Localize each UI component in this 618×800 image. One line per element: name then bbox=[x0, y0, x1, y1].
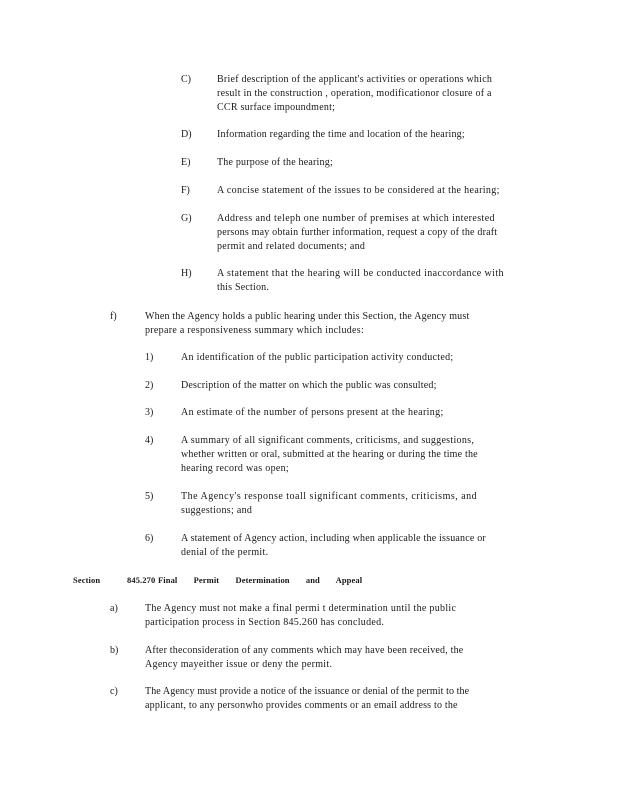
section-item-label-c: c) bbox=[110, 686, 118, 697]
section-item-b-line-2: Agency mayeither issue or deny the permit. bbox=[145, 659, 333, 670]
item-label-6: 6) bbox=[145, 533, 154, 544]
item-1-line-1: An identification of the public participation activity conducted; bbox=[181, 352, 454, 363]
section-item-a-line-2: participation process in Section 845.260 has concluded. bbox=[145, 617, 385, 628]
item-G-line-2: persons may obtain further information, request a copy of the draft bbox=[217, 227, 498, 238]
item-H-line-2: this Section. bbox=[217, 282, 270, 293]
section-item-label-b: b) bbox=[110, 645, 119, 656]
item-G-line-1: Address and teleph one number of premises at which interested bbox=[217, 213, 495, 224]
item-C-line-1: Brief description of the applicant's activities or operations which bbox=[217, 74, 493, 85]
item-6-line-1: A statement of Agency action, including when applicable the issuance or bbox=[181, 533, 486, 544]
paragraph-f-line-2: prepare a responsiveness summary which includes: bbox=[145, 325, 365, 336]
item-D-line-1: Information regarding the time and location of the hearing; bbox=[217, 129, 465, 140]
paragraph-f-line-1: When the Agency holds a public hearing under this Section, the Agency must bbox=[145, 311, 470, 322]
item-G-line-3: permit and related documents; and bbox=[217, 241, 366, 252]
section-item-label-a: a) bbox=[110, 603, 118, 614]
item-label-E: E) bbox=[181, 157, 191, 168]
section-title: Final Permit Determination and Appeal bbox=[158, 575, 363, 585]
section-number: 845.270 bbox=[127, 575, 156, 585]
item-label-4: 4) bbox=[145, 435, 154, 446]
item-label-2: 2) bbox=[145, 380, 154, 391]
item-label-5: 5) bbox=[145, 491, 154, 502]
item-3-line-1: An estimate of the number of persons present at the hearing; bbox=[181, 407, 444, 418]
item-label-F: F) bbox=[181, 185, 190, 196]
section-word: Section bbox=[73, 575, 101, 585]
item-2-line-1: Description of the matter on which the public was consulted; bbox=[181, 380, 437, 391]
item-label-D: D) bbox=[181, 129, 192, 140]
section-item-a-line-1: The Agency must not make a final permi t determination until the public bbox=[145, 603, 457, 614]
section-item-c-line-2: applicant, to any personwho provides comments or an email address to the bbox=[145, 700, 458, 711]
item-E-line-1: The purpose of the hearing; bbox=[217, 157, 333, 168]
item-4-line-3: hearing record was open; bbox=[181, 463, 289, 474]
paragraph-label-f: f) bbox=[110, 311, 117, 322]
item-C-line-2: result in the construction , operation, modificationor closure of a bbox=[217, 88, 492, 99]
item-label-G: G) bbox=[181, 213, 192, 224]
item-C-line-3: CCR surface impoundment; bbox=[217, 102, 336, 113]
item-label-C: C) bbox=[181, 74, 191, 85]
item-label-H: H) bbox=[181, 268, 192, 279]
item-F-line-1: A concise statement of the issues to be considered at the hearing; bbox=[217, 185, 500, 196]
item-5-line-2: suggestions; and bbox=[181, 505, 253, 516]
item-4-line-2: whether written or oral, submitted at the hearing or during the time the bbox=[181, 449, 478, 460]
section-item-b-line-1: After theconsideration of any comments which may have been received, the bbox=[145, 645, 464, 656]
item-H-line-1: A statement that the hearing will be conducted inaccordance with bbox=[217, 268, 504, 279]
item-5-line-1: The Agency's response toall significant comments, criticisms, and bbox=[181, 491, 478, 502]
section-item-c-line-1: The Agency must provide a notice of the issuance or denial of the permit to the bbox=[145, 686, 470, 697]
item-label-1: 1) bbox=[145, 352, 154, 363]
item-4-line-1: A summary of all significant comments, criticisms, and suggestions, bbox=[181, 435, 475, 446]
item-6-line-2: denial of the permit. bbox=[181, 547, 269, 558]
item-label-3: 3) bbox=[145, 407, 154, 418]
